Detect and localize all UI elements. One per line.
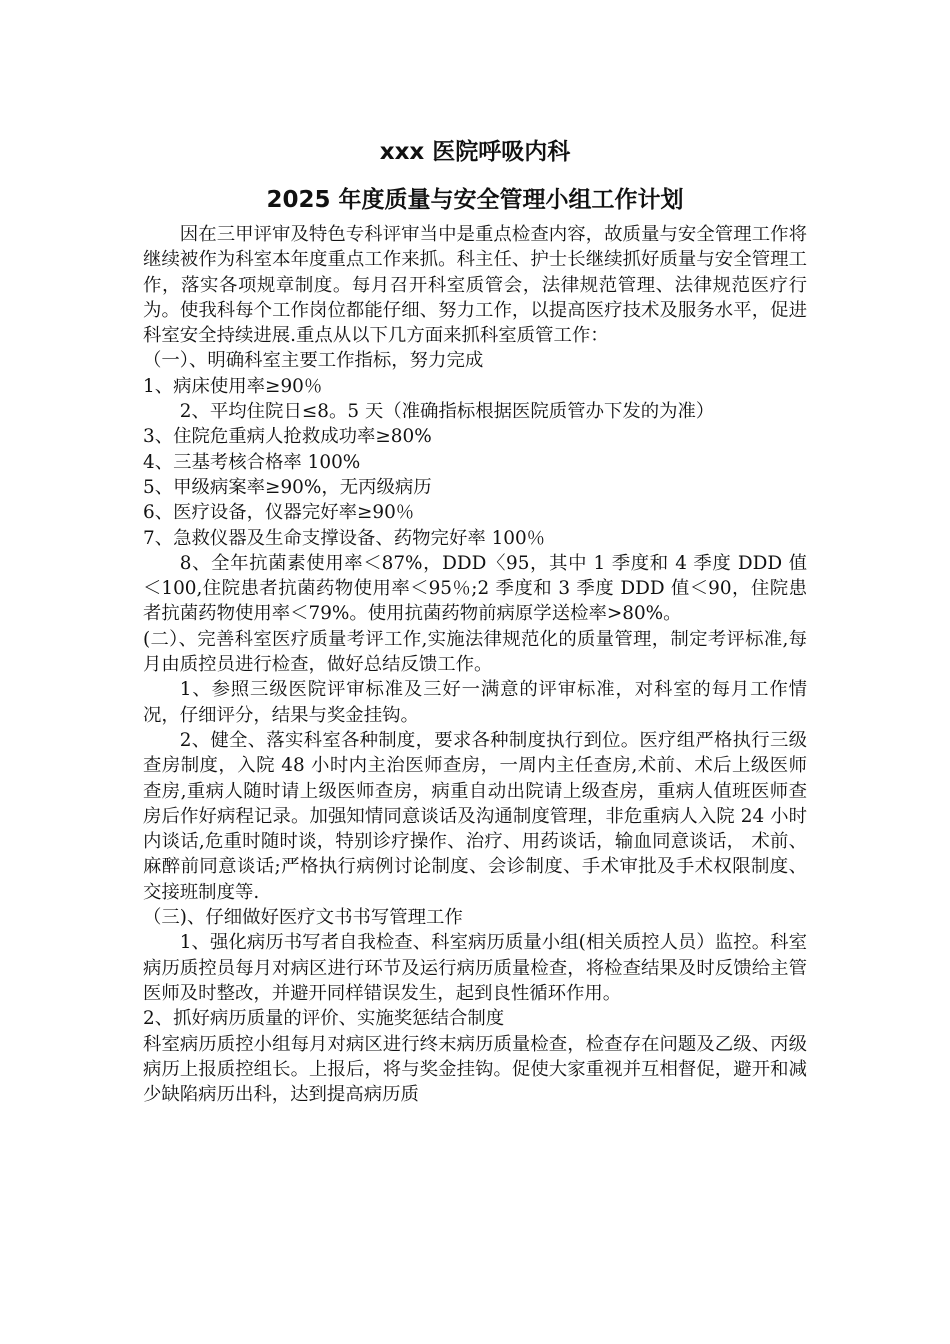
section3-closing: 科室病历质控小组每月对病区进行终末病历质量检查，检查存在问题及乙级、丙级病历上报质控组长。上报后，将与奖金挂钩。促使大家重视并互相督促，避开和减少缺陷病历出科，达到提高病历质	[143, 1033, 807, 1106]
intro-paragraph: 因在三甲评审及特色专科评审当中是重点检查内容，故质量与安全管理工作将继续被作为科室本年度重点工作来抓。科主任、护士长继续抓好质量与安全管理工作，落实各项规章制度。每月召开科室质管会，法律规范管理、法律规范医疗行为。使我科每个工作岗位都能仔细、努力工作，以提高医疗技术及服务水平，促进科室安全持续进展.重点从以下几方面来抓科室质管工作：	[143, 224, 807, 347]
section1-item-8: 8、全年抗菌素使用率＜87%，DDD〈95，其中 1 季度和 4 季度 DDD 值＜100,住院患者抗菌药物使用率＜95％;2 季度和 3 季度 DDD 值＜90，住院患者抗菌药物使用率＜79%。使用抗菌药物前病原学送检率>80%。	[143, 552, 807, 625]
section1-item-4: 4、三基考核合格率 100%	[143, 451, 361, 473]
section3-item-1: 1、强化病历书写者自我检查、科室病历质量小组(相关质控人员）监控。科室病历质控员每月对病区进行环节及运行病历质量检查，将检查结果及时反馈给主管医师及时整改，并避开同样错误发生，起到良性循环作用。	[143, 932, 807, 1004]
document-title-line1: xxx 医院呼吸内科	[379, 139, 571, 165]
section2-item-1: 1、参照三级医院评审标准及三好一满意的评审标准，对科室的每月工作情况，仔细评分，结果与奖金挂钩。	[143, 679, 807, 726]
section3-heading: （三)、仔细做好医疗文书书写管理工作	[143, 907, 463, 929]
section1-heading: （一）、明确科室主要工作指标，努力完成	[143, 350, 484, 372]
section3-item-2: 2、抓好病历质量的评价、实施奖惩结合制度	[143, 1008, 505, 1030]
document-title-line2: 2025 年度质量与安全管理小组工作计划	[266, 187, 684, 213]
section1-item-1: 1、病床使用率≥90％	[143, 375, 323, 397]
section1-item-3: 3、住院危重病人抢救成功率≥80%	[143, 426, 432, 448]
document-body	[143, 222, 807, 1107]
section2-item-2: 2、健全、落实科室各种制度，要求各种制度执行到位。医疗组严格执行三级查房制度，入院 48 小时内主治医师查房，一周内主任查房,术前、术后上级医师查房,重病人随时请上级医师查房，病重自动出院请上级查房，重病人值班医师查房后作好病程记录。加强知情同意谈话及沟通制度管理，非危重病人入院 24 小时内谈话,危重时随时谈，特别诊疗操作、治疗、用药谈话，输血同意谈话， 术前、麻醉前同意谈话;严格执行病例讨论制度、会诊制度、手术审批及手术权限制度、交接班制度等.	[143, 729, 807, 903]
section1-item-2: 2、平均住院日≤8。5 天（准确指标根据医院质管办下发的为准）	[179, 401, 715, 423]
section1-item-5: 5、甲级病案率≥90%，无丙级病历	[143, 476, 432, 498]
section1-item-6: 6、医疗设备，仪器完好率≥90％	[143, 502, 415, 524]
section1-item-7: 7、急救仪器及生命支撑设备、药物完好率 100％	[143, 527, 546, 549]
section2-heading: (二）、完善科室医疗质量考评工作,实施法律规范化的质量管理，制定考评标准,每月由质控员进行检查，做好总结反馈工作。	[143, 628, 807, 676]
